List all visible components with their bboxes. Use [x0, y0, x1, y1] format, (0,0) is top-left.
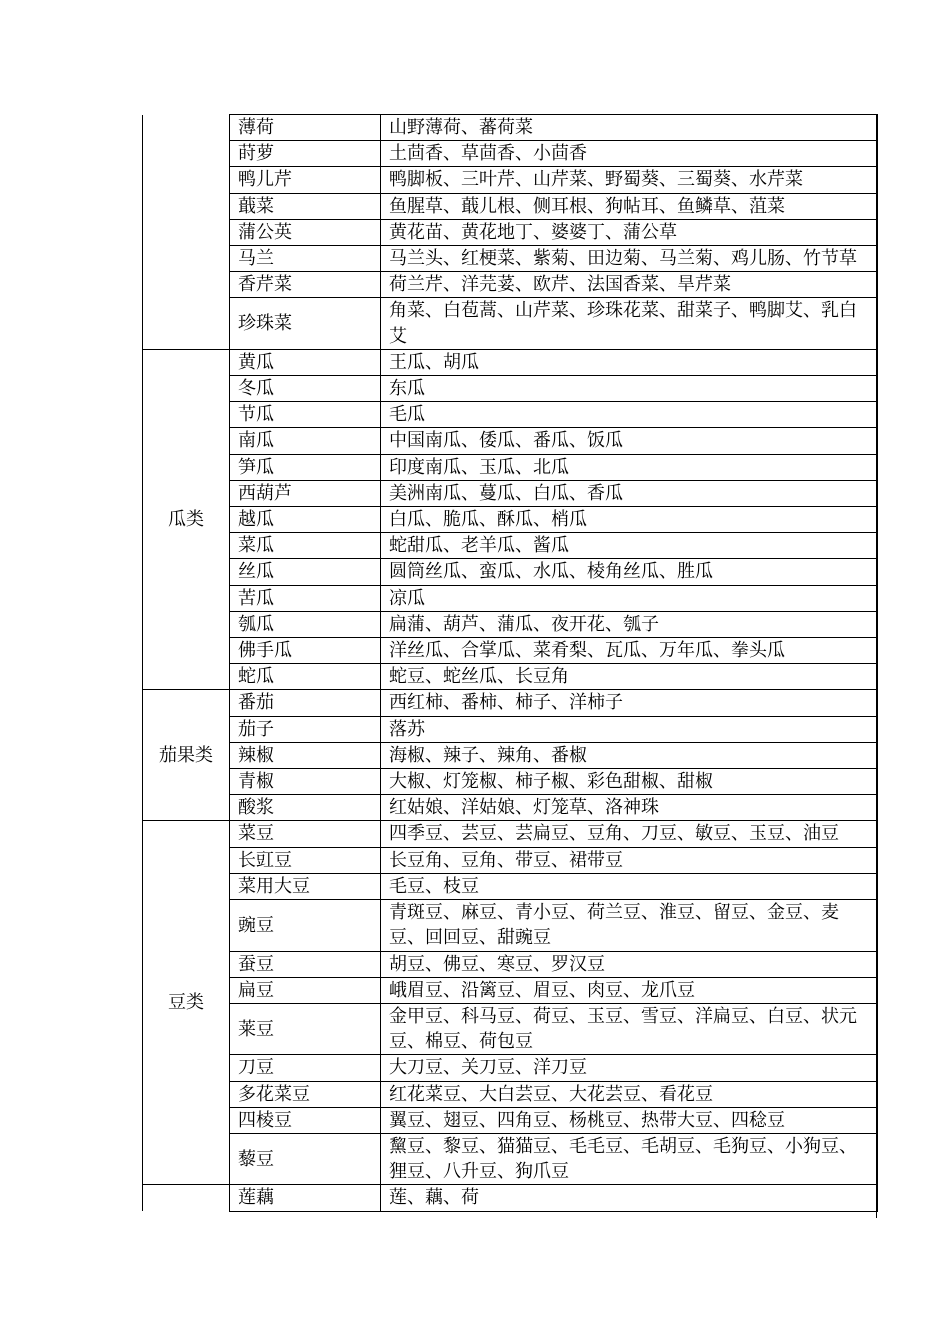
vegetable-name-cell: 四棱豆 [230, 1107, 381, 1133]
alias-cell: 青斑豆、麻豆、青小豆、荷兰豆、淮豆、留豆、金豆、麦豆、回回豆、甜豌豆 [381, 900, 878, 951]
table-row [143, 847, 878, 873]
alias-cell: 白瓜、脆瓜、酥瓜、梢瓜 [381, 507, 878, 533]
alias-cell: 蛇豆、蛇丝瓜、长豆角 [381, 664, 878, 690]
vegetable-name-cell: 青椒 [230, 769, 381, 795]
table-row [143, 1055, 878, 1081]
table-row [143, 742, 878, 768]
table-row [143, 533, 878, 559]
vegetable-name-cell: 黄瓜 [230, 349, 381, 375]
alias-cell: 角菜、白苞蒿、山芹菜、珍珠花菜、甜菜子、鸭脚艾、乳白艾 [381, 298, 878, 349]
alias-cell: 王瓜、胡瓜 [381, 349, 878, 375]
vegetable-name-cell: 薄荷 [230, 115, 381, 141]
table-row [143, 769, 878, 795]
alias-cell: 洋丝瓜、合掌瓜、菜肴梨、瓦瓜、万年瓜、拳头瓜 [381, 638, 878, 664]
table-row [143, 480, 878, 506]
vegetable-name-cell: 蚕豆 [230, 951, 381, 977]
vegetable-name-cell: 笋瓜 [230, 454, 381, 480]
table-row [143, 716, 878, 742]
table-row [143, 193, 878, 219]
table-row [143, 951, 878, 977]
vegetable-name-cell: 瓠瓜 [230, 611, 381, 637]
category-cell: 茄果类 [143, 690, 230, 821]
table-row [143, 1185, 878, 1211]
table-row [143, 638, 878, 664]
vegetable-name-cell: 辣椒 [230, 742, 381, 768]
alias-cell: 鱼腥草、蕺儿根、侧耳根、狗帖耳、鱼鳞草、菹菜 [381, 193, 878, 219]
alias-cell: 红花菜豆、大白芸豆、大花芸豆、看花豆 [381, 1081, 878, 1107]
table-row [143, 585, 878, 611]
table-row [143, 298, 878, 349]
alias-cell: 峨眉豆、沿篱豆、眉豆、肉豆、龙爪豆 [381, 977, 878, 1003]
vegetable-name-cell: 番茄 [230, 690, 381, 716]
alias-cell: 山野薄荷、蕃荷菜 [381, 115, 878, 141]
alias-cell: 鸭脚板、三叶芹、山芹菜、野蜀葵、三蜀葵、水芹菜 [381, 167, 878, 193]
vegetable-name-cell: 莲藕 [230, 1185, 381, 1211]
vegetable-name-cell: 扁豆 [230, 977, 381, 1003]
table-row [143, 900, 878, 951]
table-row [143, 507, 878, 533]
vegetable-name-cell: 茄子 [230, 716, 381, 742]
table-right-border [876, 114, 879, 1218]
vegetable-name-cell: 佛手瓜 [230, 638, 381, 664]
table-row [143, 795, 878, 821]
vegetable-name-cell: 南瓜 [230, 428, 381, 454]
vegetable-name-cell: 藜豆 [230, 1133, 381, 1184]
table-row [143, 454, 878, 480]
alias-cell: 四季豆、芸豆、芸扁豆、豆角、刀豆、敏豆、玉豆、油豆 [381, 821, 878, 847]
alias-cell: 蛇甜瓜、老羊瓜、酱瓜 [381, 533, 878, 559]
vegetable-name-cell: 豌豆 [230, 900, 381, 951]
table-row [143, 219, 878, 245]
table-row [143, 873, 878, 899]
vegetable-name-cell: 香芹菜 [230, 272, 381, 298]
vegetable-name-cell: 鸭儿芹 [230, 167, 381, 193]
alias-cell: 凉瓜 [381, 585, 878, 611]
vegetable-name-cell: 丝瓜 [230, 559, 381, 585]
alias-cell: 印度南瓜、玉瓜、北瓜 [381, 454, 878, 480]
table-row [143, 1107, 878, 1133]
alias-cell: 东瓜 [381, 376, 878, 402]
category-cell: 瓜类 [143, 349, 230, 690]
vegetable-name-cell: 菜豆 [230, 821, 381, 847]
table-row [143, 664, 878, 690]
table-row [143, 559, 878, 585]
table-row [143, 272, 878, 298]
vegetable-name-cell: 菜用大豆 [230, 873, 381, 899]
alias-cell: 长豆角、豆角、带豆、裙带豆 [381, 847, 878, 873]
table-row [143, 611, 878, 637]
vegetable-name-cell: 越瓜 [230, 507, 381, 533]
alias-cell: 中国南瓜、倭瓜、番瓜、饭瓜 [381, 428, 878, 454]
vegetable-name-cell: 节瓜 [230, 402, 381, 428]
table-row [143, 1081, 878, 1107]
alias-cell: 胡豆、佛豆、寒豆、罗汉豆 [381, 951, 878, 977]
table-row [143, 821, 878, 847]
table-body [143, 115, 878, 1212]
table-row [143, 349, 878, 375]
alias-cell: 马兰头、红梗菜、紫菊、田边菊、马兰菊、鸡儿肠、竹节草 [381, 246, 878, 272]
vegetable-name-cell: 刀豆 [230, 1055, 381, 1081]
vegetable-name-cell: 蛇瓜 [230, 664, 381, 690]
alias-cell: 落苏 [381, 716, 878, 742]
alias-cell: 海椒、辣子、辣角、番椒 [381, 742, 878, 768]
table-row [143, 115, 878, 141]
vegetable-name-cell: 长豇豆 [230, 847, 381, 873]
alias-cell: 荷兰芹、洋芫荽、欧芹、法国香菜、旱芹菜 [381, 272, 878, 298]
alias-cell: 莲、藕、荷 [381, 1185, 878, 1211]
alias-cell: 毛瓜 [381, 402, 878, 428]
table-row [143, 376, 878, 402]
alias-cell: 黧豆、黎豆、猫猫豆、毛毛豆、毛胡豆、毛狗豆、小狗豆、狸豆、八升豆、狗爪豆 [381, 1133, 878, 1184]
vegetable-name-cell: 西葫芦 [230, 480, 381, 506]
alias-cell: 西红柿、番柿、柿子、洋柿子 [381, 690, 878, 716]
vegetable-name-cell: 莱豆 [230, 1003, 381, 1054]
vegetable-name-cell: 蕺菜 [230, 193, 381, 219]
table-row [143, 977, 878, 1003]
vegetable-name-cell: 马兰 [230, 246, 381, 272]
alias-cell: 毛豆、枝豆 [381, 873, 878, 899]
alias-cell: 大刀豆、关刀豆、洋刀豆 [381, 1055, 878, 1081]
table-row [143, 428, 878, 454]
table-row [143, 690, 878, 716]
alias-cell: 黄花苗、黄花地丁、婆婆丁、蒲公草 [381, 219, 878, 245]
alias-cell: 美洲南瓜、蔓瓜、白瓜、香瓜 [381, 480, 878, 506]
table-row [143, 141, 878, 167]
category-cell [143, 115, 230, 350]
alias-cell: 圆筒丝瓜、蛮瓜、水瓜、棱角丝瓜、胜瓜 [381, 559, 878, 585]
table-row [143, 167, 878, 193]
alias-cell: 翼豆、翅豆、四角豆、杨桃豆、热带大豆、四稔豆 [381, 1107, 878, 1133]
table-row [143, 246, 878, 272]
table-row [143, 1133, 878, 1184]
vegetable-name-cell: 冬瓜 [230, 376, 381, 402]
vegetable-name-cell: 珍珠菜 [230, 298, 381, 349]
vegetable-alias-table [142, 114, 878, 1212]
category-cell [143, 1185, 230, 1211]
alias-cell: 红姑娘、洋姑娘、灯笼草、洛神珠 [381, 795, 878, 821]
alias-cell: 土茴香、草茴香、小茴香 [381, 141, 878, 167]
vegetable-name-cell: 苦瓜 [230, 585, 381, 611]
vegetable-name-cell: 酸浆 [230, 795, 381, 821]
alias-cell: 金甲豆、科马豆、荷豆、玉豆、雪豆、洋扁豆、白豆、状元豆、棉豆、荷包豆 [381, 1003, 878, 1054]
category-cell: 豆类 [143, 821, 230, 1185]
alias-cell: 扁蒲、葫芦、蒲瓜、夜开花、瓠子 [381, 611, 878, 637]
table-row [143, 402, 878, 428]
table-row [143, 1003, 878, 1054]
vegetable-name-cell: 蒲公英 [230, 219, 381, 245]
vegetable-name-cell: 莳萝 [230, 141, 381, 167]
alias-cell: 大椒、灯笼椒、柿子椒、彩色甜椒、甜椒 [381, 769, 878, 795]
vegetable-name-cell: 菜瓜 [230, 533, 381, 559]
vegetable-name-cell: 多花菜豆 [230, 1081, 381, 1107]
